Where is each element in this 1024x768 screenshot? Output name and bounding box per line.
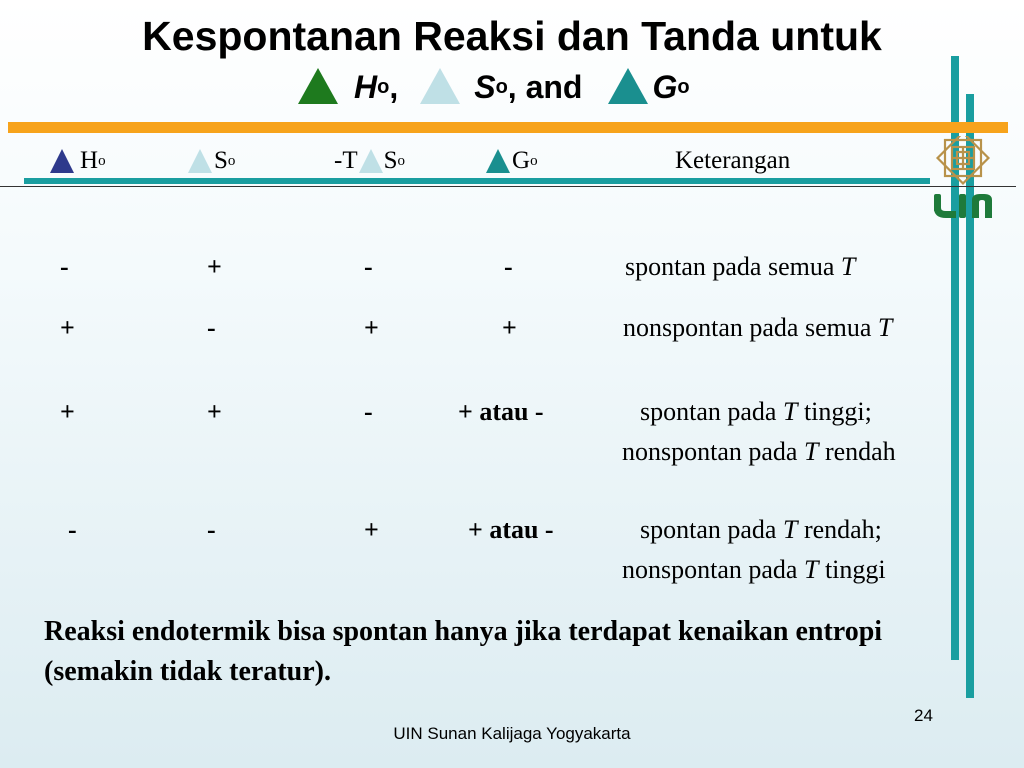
table-cell-h: + <box>60 397 75 426</box>
delta-triangle-icon <box>420 68 460 104</box>
footer-text: UIN Sunan Kalijaga Yogyakarta <box>393 724 631 743</box>
gibbs-symbol: G <box>652 69 678 105</box>
column-header-delta-s: S o <box>188 146 235 176</box>
table-cell-ts: + <box>364 515 379 544</box>
table-cell-ts: - <box>364 397 373 426</box>
table-cell-keterangan: spontan pada semua T <box>625 252 856 281</box>
column-header-delta-h: H o <box>50 146 106 176</box>
table-cell-h: - <box>68 515 77 544</box>
table-cell-g: - <box>504 252 513 281</box>
table-cell-g: + <box>502 313 517 342</box>
column-header-delta-g: G o <box>486 146 538 176</box>
delta-triangle-icon <box>486 149 510 173</box>
entropy-symbol: S <box>474 69 496 105</box>
table-cell-g: + atau - <box>468 515 554 544</box>
table-cell-keterangan: nonspontan pada semua T <box>623 313 893 342</box>
delta-triangle-icon <box>50 149 74 173</box>
table-cell-keterangan: spontan pada T rendah; <box>640 515 882 544</box>
orange-divider <box>8 122 1008 133</box>
table-cell-ts: - <box>364 252 373 281</box>
table-cell-h: - <box>60 252 69 281</box>
slide-title: Kespontanan Reaksi dan Tanda untuk <box>142 13 882 59</box>
column-header-minus-t-delta-s: -T S o <box>334 147 406 174</box>
table-cell-keterangan-line2: nonspontan pada T tinggi <box>622 555 886 584</box>
summary-note: Reaksi endotermik bisa spontan hanya jika terdapat kenaikan entropi (semakin tidak teratur). <box>44 616 883 687</box>
table-cell-h: + <box>60 313 75 342</box>
teal-header-underline <box>24 178 930 184</box>
table-cell-s: - <box>207 515 216 544</box>
table-cell-keterangan-line2: nonspontan pada T rendah <box>622 437 896 466</box>
delta-triangle-icon <box>359 149 383 173</box>
table-cell-s: + <box>207 252 222 281</box>
delta-triangle-icon <box>188 149 212 173</box>
delta-triangle-icon <box>608 68 648 104</box>
uin-logo <box>928 136 998 222</box>
delta-triangle-icon <box>298 68 338 104</box>
table-cell-keterangan: spontan pada T tinggi; <box>640 397 872 426</box>
table-cell-g: + atau - <box>458 397 544 426</box>
page-number: 24 <box>914 706 933 725</box>
column-header-keterangan: Keterangan <box>675 147 791 174</box>
table-cell-ts: + <box>364 313 379 342</box>
table-cell-s: + <box>207 397 222 426</box>
header-rule <box>0 186 1016 187</box>
enthalpy-symbol: H <box>354 69 378 105</box>
slide-subtitle: H o , S o , and G o <box>298 64 690 110</box>
table-cell-s: - <box>207 313 216 342</box>
